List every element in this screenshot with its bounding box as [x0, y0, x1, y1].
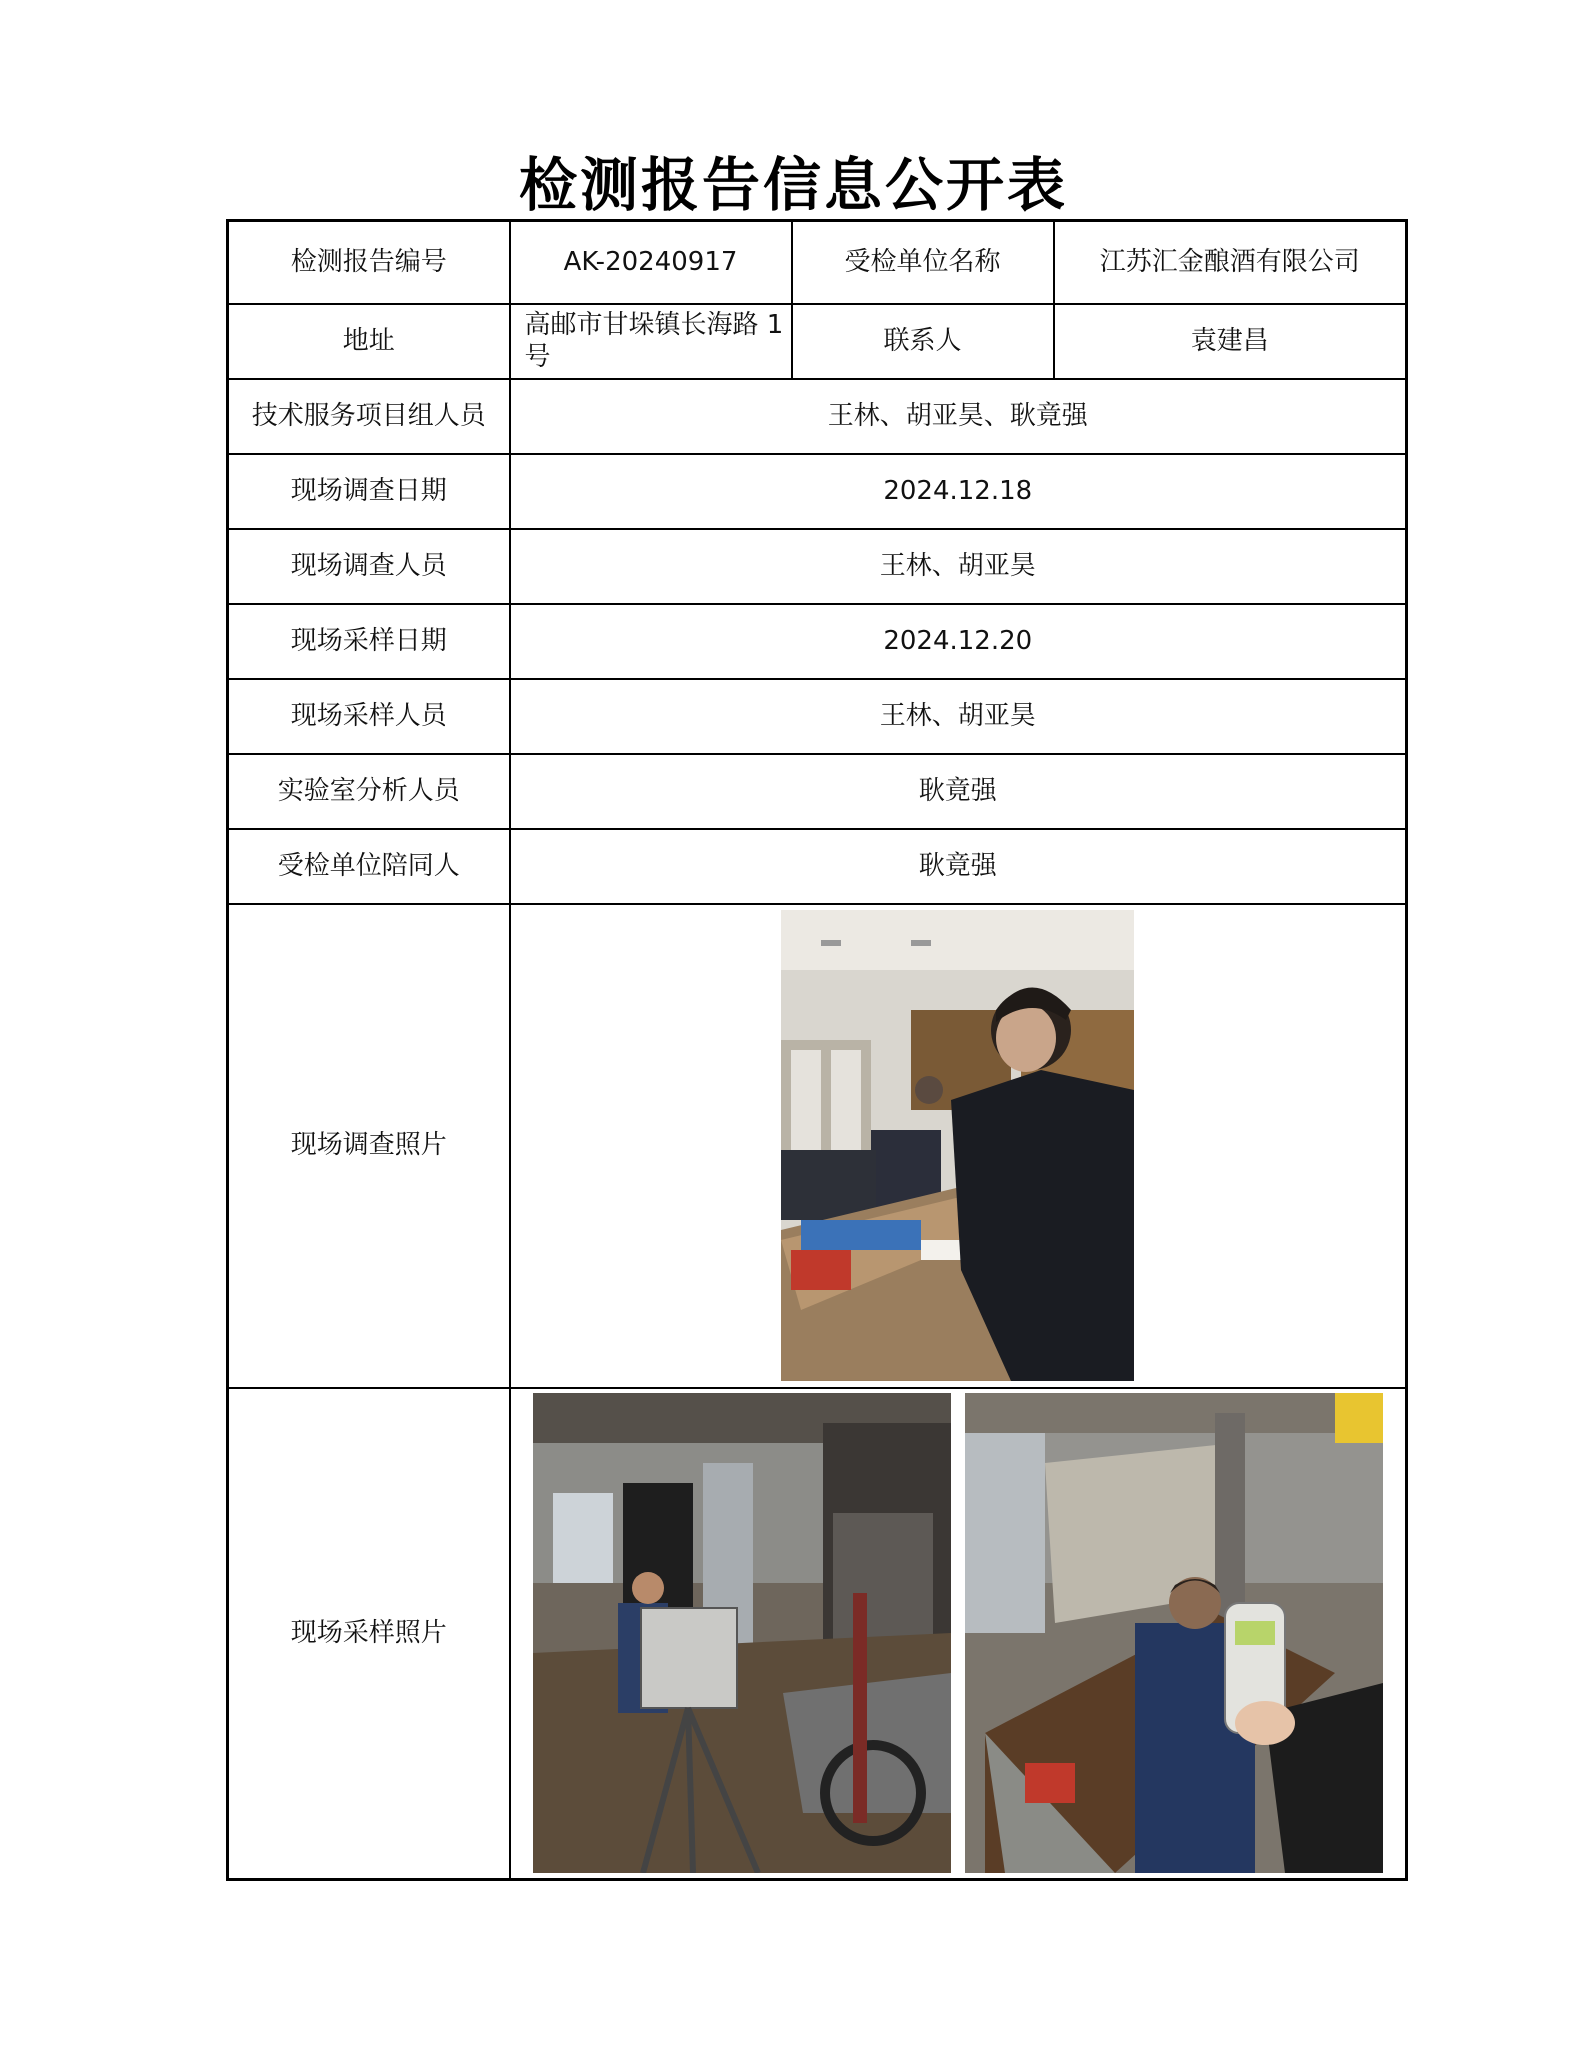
document-title: 检测报告信息公开表 — [518, 151, 1068, 219]
sample-staff-label: 现场采样人员 — [228, 679, 510, 754]
table-row — [228, 679, 1407, 754]
sample-date-label: 现场采样日期 — [228, 604, 510, 679]
table-row — [228, 304, 1407, 379]
table-row — [228, 221, 1407, 304]
survey-staff-label: 现场调查人员 — [228, 529, 510, 604]
sample-photo-right — [965, 1393, 1383, 1873]
address-label: 地址 — [228, 304, 510, 379]
lab-staff-value: 耿竟强 — [510, 754, 1407, 829]
table-row — [228, 454, 1407, 529]
sample-date-value: 2024.12.20 — [510, 604, 1407, 679]
survey-staff-value: 王林、胡亚昊 — [510, 529, 1407, 604]
survey-date-label: 现场调查日期 — [228, 454, 510, 529]
table-row — [228, 1388, 1407, 1880]
table-row — [228, 604, 1407, 679]
escort-value: 耿竟强 — [510, 829, 1407, 904]
survey-date-value: 2024.12.18 — [510, 454, 1407, 529]
lab-staff-label: 实验室分析人员 — [228, 754, 510, 829]
unit-name-label: 受检单位名称 — [792, 221, 1054, 304]
contact-value: 袁建昌 — [1054, 304, 1407, 379]
sampling-meter-image — [965, 1393, 1383, 1873]
sample-staff-value: 王林、胡亚昊 — [510, 679, 1407, 754]
team-value: 王林、胡亚昊、耿竟强 — [510, 379, 1407, 454]
table-row — [228, 379, 1407, 454]
office-survey-image — [781, 910, 1134, 1381]
address-value: 高邮市甘垛镇长海路 1 号 — [510, 304, 792, 379]
table-row — [228, 754, 1407, 829]
survey-photo — [781, 910, 1134, 1381]
sample-photo-group — [511, 1393, 1406, 1873]
sample-photo-left — [533, 1393, 951, 1873]
report-info-table — [226, 219, 1408, 1881]
table-row — [228, 829, 1407, 904]
survey-photo-cell — [510, 904, 1407, 1388]
unit-name-value: 江苏汇金酿酒有限公司 — [1054, 221, 1407, 304]
report-no-label: 检测报告编号 — [228, 221, 510, 304]
sample-photo-label: 现场采样照片 — [228, 1388, 510, 1880]
escort-label: 受检单位陪同人 — [228, 829, 510, 904]
table-row — [228, 904, 1407, 1388]
team-label: 技术服务项目组人员 — [228, 379, 510, 454]
survey-photo-label: 现场调查照片 — [228, 904, 510, 1388]
contact-label: 联系人 — [792, 304, 1054, 379]
report-no-value: AK-20240917 — [510, 221, 792, 304]
table-row — [228, 529, 1407, 604]
sample-photo-cell — [510, 1388, 1407, 1880]
sampling-tripod-image — [533, 1393, 951, 1873]
